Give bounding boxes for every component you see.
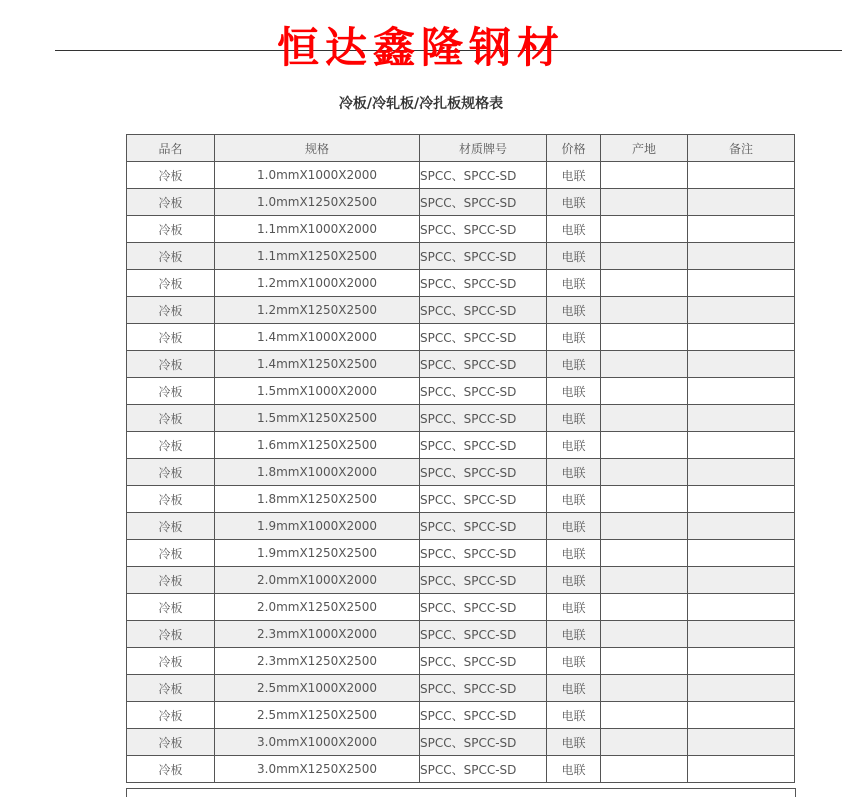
cell-origin — [601, 675, 688, 702]
cell-spec: 1.9mmX1000X2000 — [215, 513, 420, 540]
cell-price: 电联 — [547, 216, 601, 243]
cell-material-grade: SPCC、SPCC-SD — [420, 459, 547, 486]
cell-product-name: 冷板 — [127, 405, 215, 432]
cell-product-name: 冷板 — [127, 702, 215, 729]
table-row — [127, 405, 795, 432]
cell-spec: 1.6mmX1250X2500 — [215, 432, 420, 459]
table-body — [127, 162, 795, 783]
cell-price: 电联 — [547, 567, 601, 594]
cell-material-grade: SPCC、SPCC-SD — [420, 621, 547, 648]
cell-spec: 1.2mmX1000X2000 — [215, 270, 420, 297]
cell-material-grade: SPCC、SPCC-SD — [420, 486, 547, 513]
cell-spec: 2.5mmX1250X2500 — [215, 702, 420, 729]
cell-spec: 1.0mmX1000X2000 — [215, 162, 420, 189]
cell-price: 电联 — [547, 513, 601, 540]
cell-remarks — [688, 702, 795, 729]
cell-origin — [601, 756, 688, 783]
cell-product-name: 冷板 — [127, 729, 215, 756]
cell-origin — [601, 189, 688, 216]
cell-product-name: 冷板 — [127, 567, 215, 594]
cell-material-grade: SPCC、SPCC-SD — [420, 567, 547, 594]
cell-material-grade: SPCC、SPCC-SD — [420, 405, 547, 432]
table-row — [127, 648, 795, 675]
cell-spec: 3.0mmX1000X2000 — [215, 729, 420, 756]
cell-origin — [601, 486, 688, 513]
cell-origin — [601, 648, 688, 675]
table-row — [127, 756, 795, 783]
table-row — [127, 378, 795, 405]
cell-price: 电联 — [547, 378, 601, 405]
spec-table — [126, 134, 795, 783]
cell-product-name: 冷板 — [127, 675, 215, 702]
header-product-name: 品名 — [127, 135, 215, 162]
cell-product-name: 冷板 — [127, 378, 215, 405]
cell-product-name: 冷板 — [127, 621, 215, 648]
cell-remarks — [688, 351, 795, 378]
table-row — [127, 297, 795, 324]
cell-product-name: 冷板 — [127, 432, 215, 459]
table-row — [127, 432, 795, 459]
cell-product-name: 冷板 — [127, 189, 215, 216]
cell-price: 电联 — [547, 324, 601, 351]
cell-material-grade: SPCC、SPCC-SD — [420, 324, 547, 351]
cell-origin — [601, 297, 688, 324]
cell-origin — [601, 594, 688, 621]
cell-price: 电联 — [547, 540, 601, 567]
table-row — [127, 189, 795, 216]
cell-product-name: 冷板 — [127, 270, 215, 297]
cell-remarks — [688, 297, 795, 324]
cell-price: 电联 — [547, 189, 601, 216]
table-row — [127, 675, 795, 702]
cell-spec: 2.0mmX1000X2000 — [215, 567, 420, 594]
cell-product-name: 冷板 — [127, 351, 215, 378]
cell-product-name: 冷板 — [127, 648, 215, 675]
cell-price: 电联 — [547, 459, 601, 486]
cell-origin — [601, 540, 688, 567]
cell-material-grade: SPCC、SPCC-SD — [420, 594, 547, 621]
cell-product-name: 冷板 — [127, 540, 215, 567]
cell-price: 电联 — [547, 243, 601, 270]
cell-material-grade: SPCC、SPCC-SD — [420, 243, 547, 270]
cell-origin — [601, 621, 688, 648]
cell-product-name: 冷板 — [127, 216, 215, 243]
cell-price: 电联 — [547, 270, 601, 297]
cell-product-name: 冷板 — [127, 486, 215, 513]
cell-material-grade: SPCC、SPCC-SD — [420, 378, 547, 405]
cell-remarks — [688, 621, 795, 648]
cell-origin — [601, 702, 688, 729]
cell-origin — [601, 405, 688, 432]
cell-spec: 1.1mmX1000X2000 — [215, 216, 420, 243]
cell-material-grade: SPCC、SPCC-SD — [420, 513, 547, 540]
cell-remarks — [688, 243, 795, 270]
cell-material-grade: SPCC、SPCC-SD — [420, 189, 547, 216]
table-row — [127, 270, 795, 297]
cell-material-grade: SPCC、SPCC-SD — [420, 351, 547, 378]
cell-product-name: 冷板 — [127, 297, 215, 324]
cell-product-name: 冷板 — [127, 459, 215, 486]
cell-remarks — [688, 270, 795, 297]
cell-origin — [601, 351, 688, 378]
cell-price: 电联 — [547, 621, 601, 648]
cell-material-grade: SPCC、SPCC-SD — [420, 432, 547, 459]
cell-spec: 1.5mmX1000X2000 — [215, 378, 420, 405]
cell-spec: 1.8mmX1250X2500 — [215, 486, 420, 513]
cell-material-grade: SPCC、SPCC-SD — [420, 216, 547, 243]
table-row — [127, 351, 795, 378]
page-title: 冷板/冷轧板/冷扎板规格表 — [338, 96, 504, 112]
cell-remarks — [688, 432, 795, 459]
cell-remarks — [688, 486, 795, 513]
cell-price: 电联 — [547, 405, 601, 432]
cell-spec: 1.1mmX1250X2500 — [215, 243, 420, 270]
cell-price: 电联 — [547, 432, 601, 459]
cell-spec: 1.2mmX1250X2500 — [215, 297, 420, 324]
cell-remarks — [688, 540, 795, 567]
table-header-row — [127, 135, 795, 162]
cell-product-name: 冷板 — [127, 594, 215, 621]
cell-remarks — [688, 567, 795, 594]
header-spec: 规格 — [215, 135, 420, 162]
header-origin: 产地 — [601, 135, 688, 162]
cell-price: 电联 — [547, 297, 601, 324]
cell-price: 电联 — [547, 351, 601, 378]
cell-product-name: 冷板 — [127, 513, 215, 540]
cell-price: 电联 — [547, 702, 601, 729]
table-row — [127, 567, 795, 594]
cell-spec: 2.5mmX1000X2000 — [215, 675, 420, 702]
table-row — [127, 162, 795, 189]
cell-spec: 2.0mmX1250X2500 — [215, 594, 420, 621]
cell-remarks — [688, 513, 795, 540]
cell-remarks — [688, 405, 795, 432]
cell-price: 电联 — [547, 486, 601, 513]
table-row — [127, 729, 795, 756]
cell-material-grade: SPCC、SPCC-SD — [420, 297, 547, 324]
cell-spec: 1.9mmX1250X2500 — [215, 540, 420, 567]
cell-price: 电联 — [547, 162, 601, 189]
cell-remarks — [688, 756, 795, 783]
cell-spec: 1.8mmX1000X2000 — [215, 459, 420, 486]
cell-material-grade: SPCC、SPCC-SD — [420, 729, 547, 756]
cell-remarks — [688, 216, 795, 243]
cell-material-grade: SPCC、SPCC-SD — [420, 702, 547, 729]
cell-origin — [601, 513, 688, 540]
cell-product-name: 冷板 — [127, 243, 215, 270]
table-row — [127, 324, 795, 351]
header-price: 价格 — [547, 135, 601, 162]
cell-origin — [601, 459, 688, 486]
cell-origin — [601, 378, 688, 405]
cell-spec: 1.4mmX1000X2000 — [215, 324, 420, 351]
cell-material-grade: SPCC、SPCC-SD — [420, 162, 547, 189]
cell-product-name: 冷板 — [127, 162, 215, 189]
table-row — [127, 621, 795, 648]
cell-price: 电联 — [547, 675, 601, 702]
header-material-grade: 材质牌号 — [420, 135, 547, 162]
cell-origin — [601, 162, 688, 189]
header-remarks: 备注 — [688, 135, 795, 162]
cell-remarks — [688, 594, 795, 621]
cell-price: 电联 — [547, 729, 601, 756]
cell-origin — [601, 270, 688, 297]
cell-origin — [601, 216, 688, 243]
cell-origin — [601, 567, 688, 594]
cell-remarks — [688, 378, 795, 405]
cell-price: 电联 — [547, 648, 601, 675]
cell-spec: 1.0mmX1250X2500 — [215, 189, 420, 216]
cell-remarks — [688, 189, 795, 216]
cell-remarks — [688, 459, 795, 486]
table-row — [127, 459, 795, 486]
table-row — [127, 243, 795, 270]
table-row — [127, 486, 795, 513]
cell-material-grade: SPCC、SPCC-SD — [420, 540, 547, 567]
cell-product-name: 冷板 — [127, 324, 215, 351]
cell-remarks — [688, 162, 795, 189]
cell-remarks — [688, 729, 795, 756]
cell-material-grade: SPCC、SPCC-SD — [420, 675, 547, 702]
cell-spec: 1.5mmX1250X2500 — [215, 405, 420, 432]
cell-material-grade: SPCC、SPCC-SD — [420, 270, 547, 297]
cell-remarks — [688, 648, 795, 675]
brand-title: 恒达鑫隆钢材 — [276, 23, 565, 72]
cell-spec: 2.3mmX1000X2000 — [215, 621, 420, 648]
cell-origin — [601, 243, 688, 270]
cell-material-grade: SPCC、SPCC-SD — [420, 648, 547, 675]
table-row — [127, 594, 795, 621]
cell-material-grade: SPCC、SPCC-SD — [420, 756, 547, 783]
cell-spec: 1.4mmX1250X2500 — [215, 351, 420, 378]
cell-remarks — [688, 324, 795, 351]
cell-spec: 3.0mmX1250X2500 — [215, 756, 420, 783]
cell-origin — [601, 324, 688, 351]
cell-product-name: 冷板 — [127, 756, 215, 783]
table-row — [127, 540, 795, 567]
cell-origin — [601, 729, 688, 756]
table-continuation — [126, 788, 796, 797]
cell-remarks — [688, 675, 795, 702]
cell-spec: 2.3mmX1250X2500 — [215, 648, 420, 675]
table-row — [127, 216, 795, 243]
cell-price: 电联 — [547, 594, 601, 621]
table-row — [127, 513, 795, 540]
table-row — [127, 702, 795, 729]
cell-price: 电联 — [547, 756, 601, 783]
cell-origin — [601, 432, 688, 459]
